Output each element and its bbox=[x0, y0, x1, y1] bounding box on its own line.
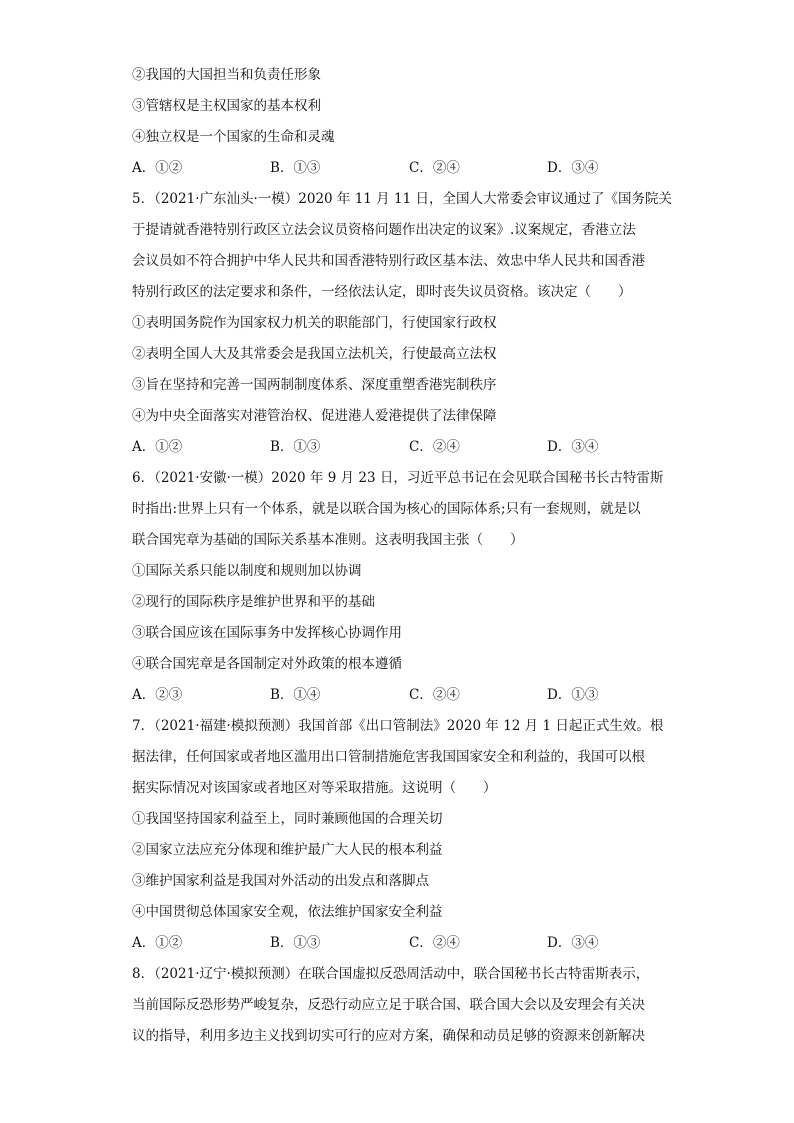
choice-a: A．②③ bbox=[132, 687, 183, 703]
choice-c: C．②④ bbox=[409, 439, 460, 455]
option-item: ①我国坚持国家利益至上，同时兼顾他国的合理关切 bbox=[132, 811, 443, 827]
option-item: ②国家立法应充分体现和维护最广大人民的根本利益 bbox=[132, 842, 443, 858]
question-5-stem: 会议员如不符合拥护中华人民共和国香港特别行政区基本法、效忠中华人民共和国香港 bbox=[132, 253, 645, 269]
choice-c: C．②④ bbox=[409, 687, 460, 703]
choice-b: B．①③ bbox=[270, 439, 321, 455]
question-7-stem: 7．（2021·福建·模拟预测）我国首部《出口管制法》2020 年 12 月 1 日起正式生效。根 bbox=[132, 718, 664, 734]
option-item: ②表明全国人大及其常委会是我国立法机关，行使最高立法权 bbox=[132, 346, 497, 362]
choice-b: B．①③ bbox=[270, 160, 321, 176]
choice-d: D．③④ bbox=[547, 439, 599, 455]
answer-choices bbox=[132, 686, 672, 704]
question-6-stem: 6．（2021·安徽·一模）2020 年 9 月 23 日，习近平总书记在会见联合国秘书长古特雷斯 bbox=[132, 470, 664, 486]
option-item: ④独立权是一个国家的生命和灵魂 bbox=[132, 129, 335, 145]
choice-a: A．①② bbox=[132, 935, 183, 951]
option-item: ②现行的国际秩序是维护世界和平的基础 bbox=[132, 594, 375, 610]
question-5-stem: 5．（2021·广东汕头·一模）2020 年 11 月 11 日，全国人大常委会审议通过了《国务院关 bbox=[132, 191, 672, 207]
question-7-stem: 据法律，任何国家或者地区滥用出口管制措施危害我国国家安全和利益的，我国可以根 bbox=[132, 749, 645, 765]
answer-choices bbox=[132, 159, 672, 177]
option-item: ②我国的大国担当和负责任形象 bbox=[132, 67, 321, 83]
choice-a: A．①② bbox=[132, 439, 183, 455]
question-8-stem: 8．（2021·辽宁·模拟预测）在联合国虚拟反恐周活动中，联合国秘书长古特雷斯表示， bbox=[132, 966, 650, 982]
choice-c: C．②④ bbox=[409, 935, 460, 951]
choice-c: C．②④ bbox=[409, 160, 460, 176]
option-item: ③联合国应该在国际事务中发挥核心协调作用 bbox=[132, 625, 402, 641]
question-6-stem: 联合国宪章为基础的国际关系基本准则。这表明我国主张（ ） bbox=[132, 532, 524, 548]
option-item: ③旨在坚持和完善一国两制制度体系、深度重塑香港宪制秩序 bbox=[132, 377, 497, 393]
option-item: ①表明国务院作为国家权力机关的职能部门，行使国家行政权 bbox=[132, 315, 497, 331]
question-6-stem: 时指出:世界上只有一个体系，就是以联合国为核心的国际体系;只有一套规则，就是以 bbox=[132, 501, 641, 517]
option-item: ④联合国宪章是各国制定对外政策的根本遵循 bbox=[132, 656, 402, 672]
option-item: ④为中央全面落实对港管治权、促进港人爱港提供了法律保障 bbox=[132, 408, 497, 424]
choice-d: D．③④ bbox=[547, 935, 599, 951]
choice-b: B．①③ bbox=[270, 935, 321, 951]
option-item: ③维护国家利益是我国对外活动的出发点和落脚点 bbox=[132, 873, 429, 889]
choice-b: B．①④ bbox=[270, 687, 321, 703]
question-8-stem: 议的指导，利用多边主义找到切实可行的应对方案，确保和动员足够的资源来创新解决 bbox=[132, 1028, 645, 1044]
option-item: ①国际关系只能以制度和规则加以协调 bbox=[132, 563, 362, 579]
choice-d: D．①③ bbox=[547, 687, 599, 703]
question-5-stem: 于提请就香港特别行政区立法会议员资格问题作出决定的议案》.议案规定，香港立法 bbox=[132, 222, 636, 238]
answer-choices bbox=[132, 438, 672, 456]
answer-choices bbox=[132, 934, 672, 952]
option-item: ④中国贯彻总体国家安全观，依法维护国家安全利益 bbox=[132, 904, 443, 920]
question-8-stem: 当前国际反恐形势严峻复杂，反恐行动应立足于联合国、联合国大会以及安理会有关决 bbox=[132, 997, 645, 1013]
option-item: ③管辖权是主权国家的基本权利 bbox=[132, 98, 321, 114]
choice-d: D．③④ bbox=[547, 160, 599, 176]
question-7-stem: 据实际情况对该国家或者地区对等采取措施。这说明（ ） bbox=[132, 780, 497, 796]
choice-a: A．①② bbox=[132, 160, 183, 176]
question-5-stem: 特别行政区的法定要求和条件，一经依法认定，即时丧失议员资格。该决定（ ） bbox=[132, 284, 632, 300]
